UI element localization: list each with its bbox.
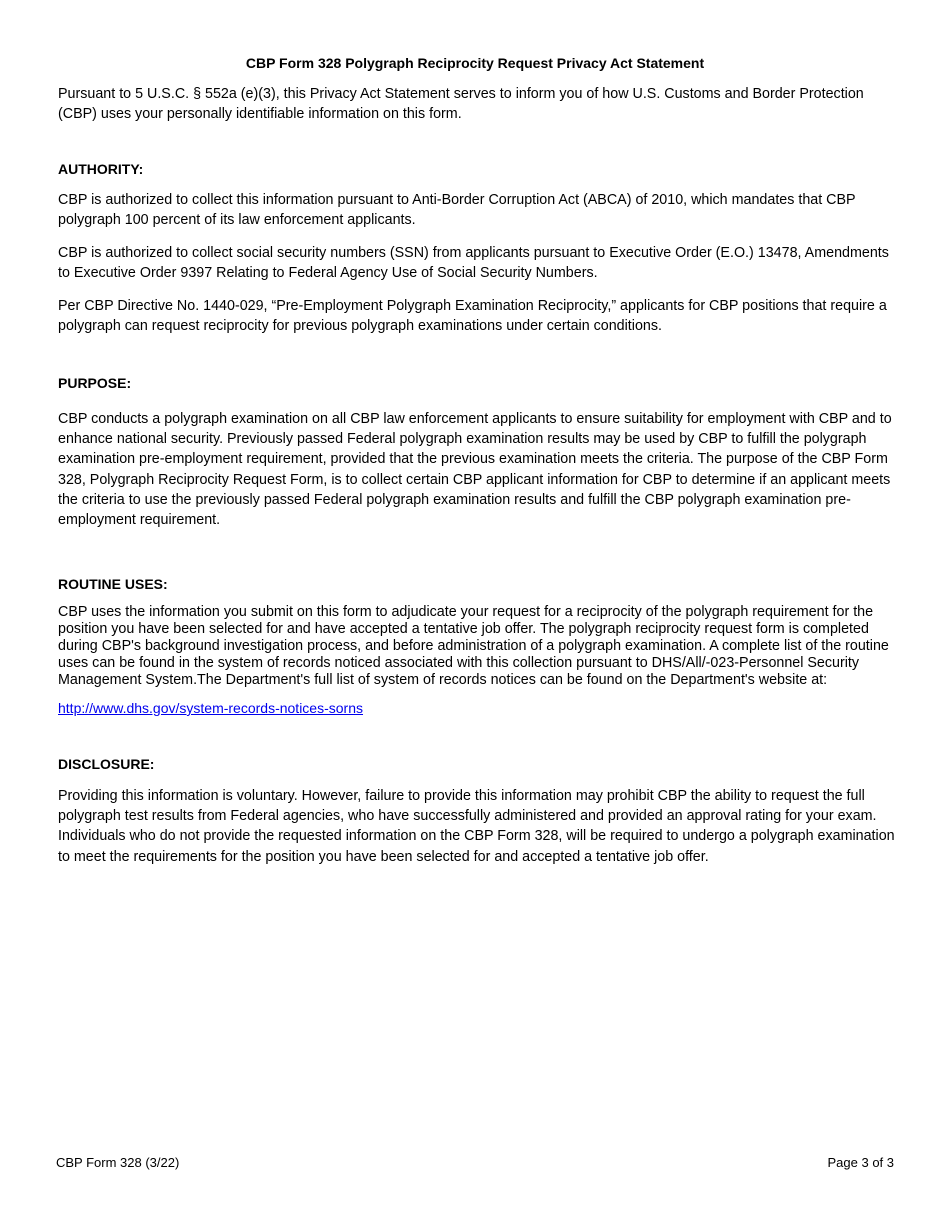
- purpose-paragraph: CBP conducts a polygraph examination on all CBP law enforcement applicants to ensure suitability for employment with CBP and to enhance national security. Previously passed Federal polygraph examination results may be used by CBP to fulfill the polygraph examination pre-employment requirement, provided that the previous examination meets the criteria. The purpose of the CBP Form 328, Polygraph Reciprocity Request Form, is to collect certain CBP applicant information for CBP to determine if an applicant meets the criteria to use the previously passed Federal polygraph examination results and fulfill the CBP polygraph examination pre-employment requirement.: [58, 411, 892, 529]
- purpose-heading: PURPOSE:: [58, 375, 132, 391]
- disclosure-heading: DISCLOSURE:: [58, 756, 155, 772]
- disclosure-paragraph: Providing this information is voluntary. However, failure to provide this information may prohibit CBP the ability to request the full polygraph test results from Federal agencies, who have successfully administered and provided an approval rating for your exam. Individuals who do not provide the requested information on the CBP Form 328, will be required to undergo a polygraph examination to meet the requirements for the position you have been selected for and accepted a tentative job offer.: [58, 788, 895, 865]
- footer-page-number: Page 3 of 3: [827, 1155, 894, 1170]
- routine-uses-heading: ROUTINE USES:: [58, 576, 168, 592]
- authority-heading: AUTHORITY:: [58, 161, 144, 177]
- authority-paragraph-2: CBP is authorized to collect social security numbers (SSN) from applicants pursuant to Executive Order (E.O.) 13478, Amendments to Executive Order 9397 Relating to Federal Agency Use of Social Security Numbers.: [58, 245, 889, 282]
- authority-paragraph-1: CBP is authorized to collect this information pursuant to Anti-Border Corruption Act (ABCA) of 2010, which mandates that CBP polygraph 100 percent of its law enforcement applicants.: [58, 192, 856, 229]
- page-title: CBP Form 328 Polygraph Reciprocity Request Privacy Act Statement: [245, 55, 705, 71]
- dhs-sorns-link[interactable]: http://www.dhs.gov/system-records-notices-sorns: [58, 700, 363, 716]
- intro-paragraph: Pursuant to 5 U.S.C. § 552a (e)(3), this Privacy Act Statement serves to inform you of how U.S. Customs and Border Protection (CBP) uses your personally identifiable information on this form.: [58, 86, 864, 123]
- authority-paragraph-3: Per CBP Directive No. 1440-029, “Pre-Employment Polygraph Examination Reciprocity,” applicants for CBP positions that require a polygraph can request reciprocity for previous polygraph examinations under certain conditions.: [58, 298, 887, 335]
- footer-form-id: CBP Form 328 (3/22): [56, 1155, 180, 1170]
- routine-uses-paragraph: CBP uses the information you submit on this form to adjudicate your request for a reciprocity of the polygraph requirement for the position you have been selected for and have accepted a tentative job offer. The polygraph reciprocity request form is completed during CBP's background investigation process, and before administration of a polygraph examination. A complete list of the routine uses can be found in the system of records noticed associated with this collection pursuant to DHS/All/-023-Personnel Security Management System.The Department's full list of system of records notices can be found on the Department's website at:: [58, 604, 889, 688]
